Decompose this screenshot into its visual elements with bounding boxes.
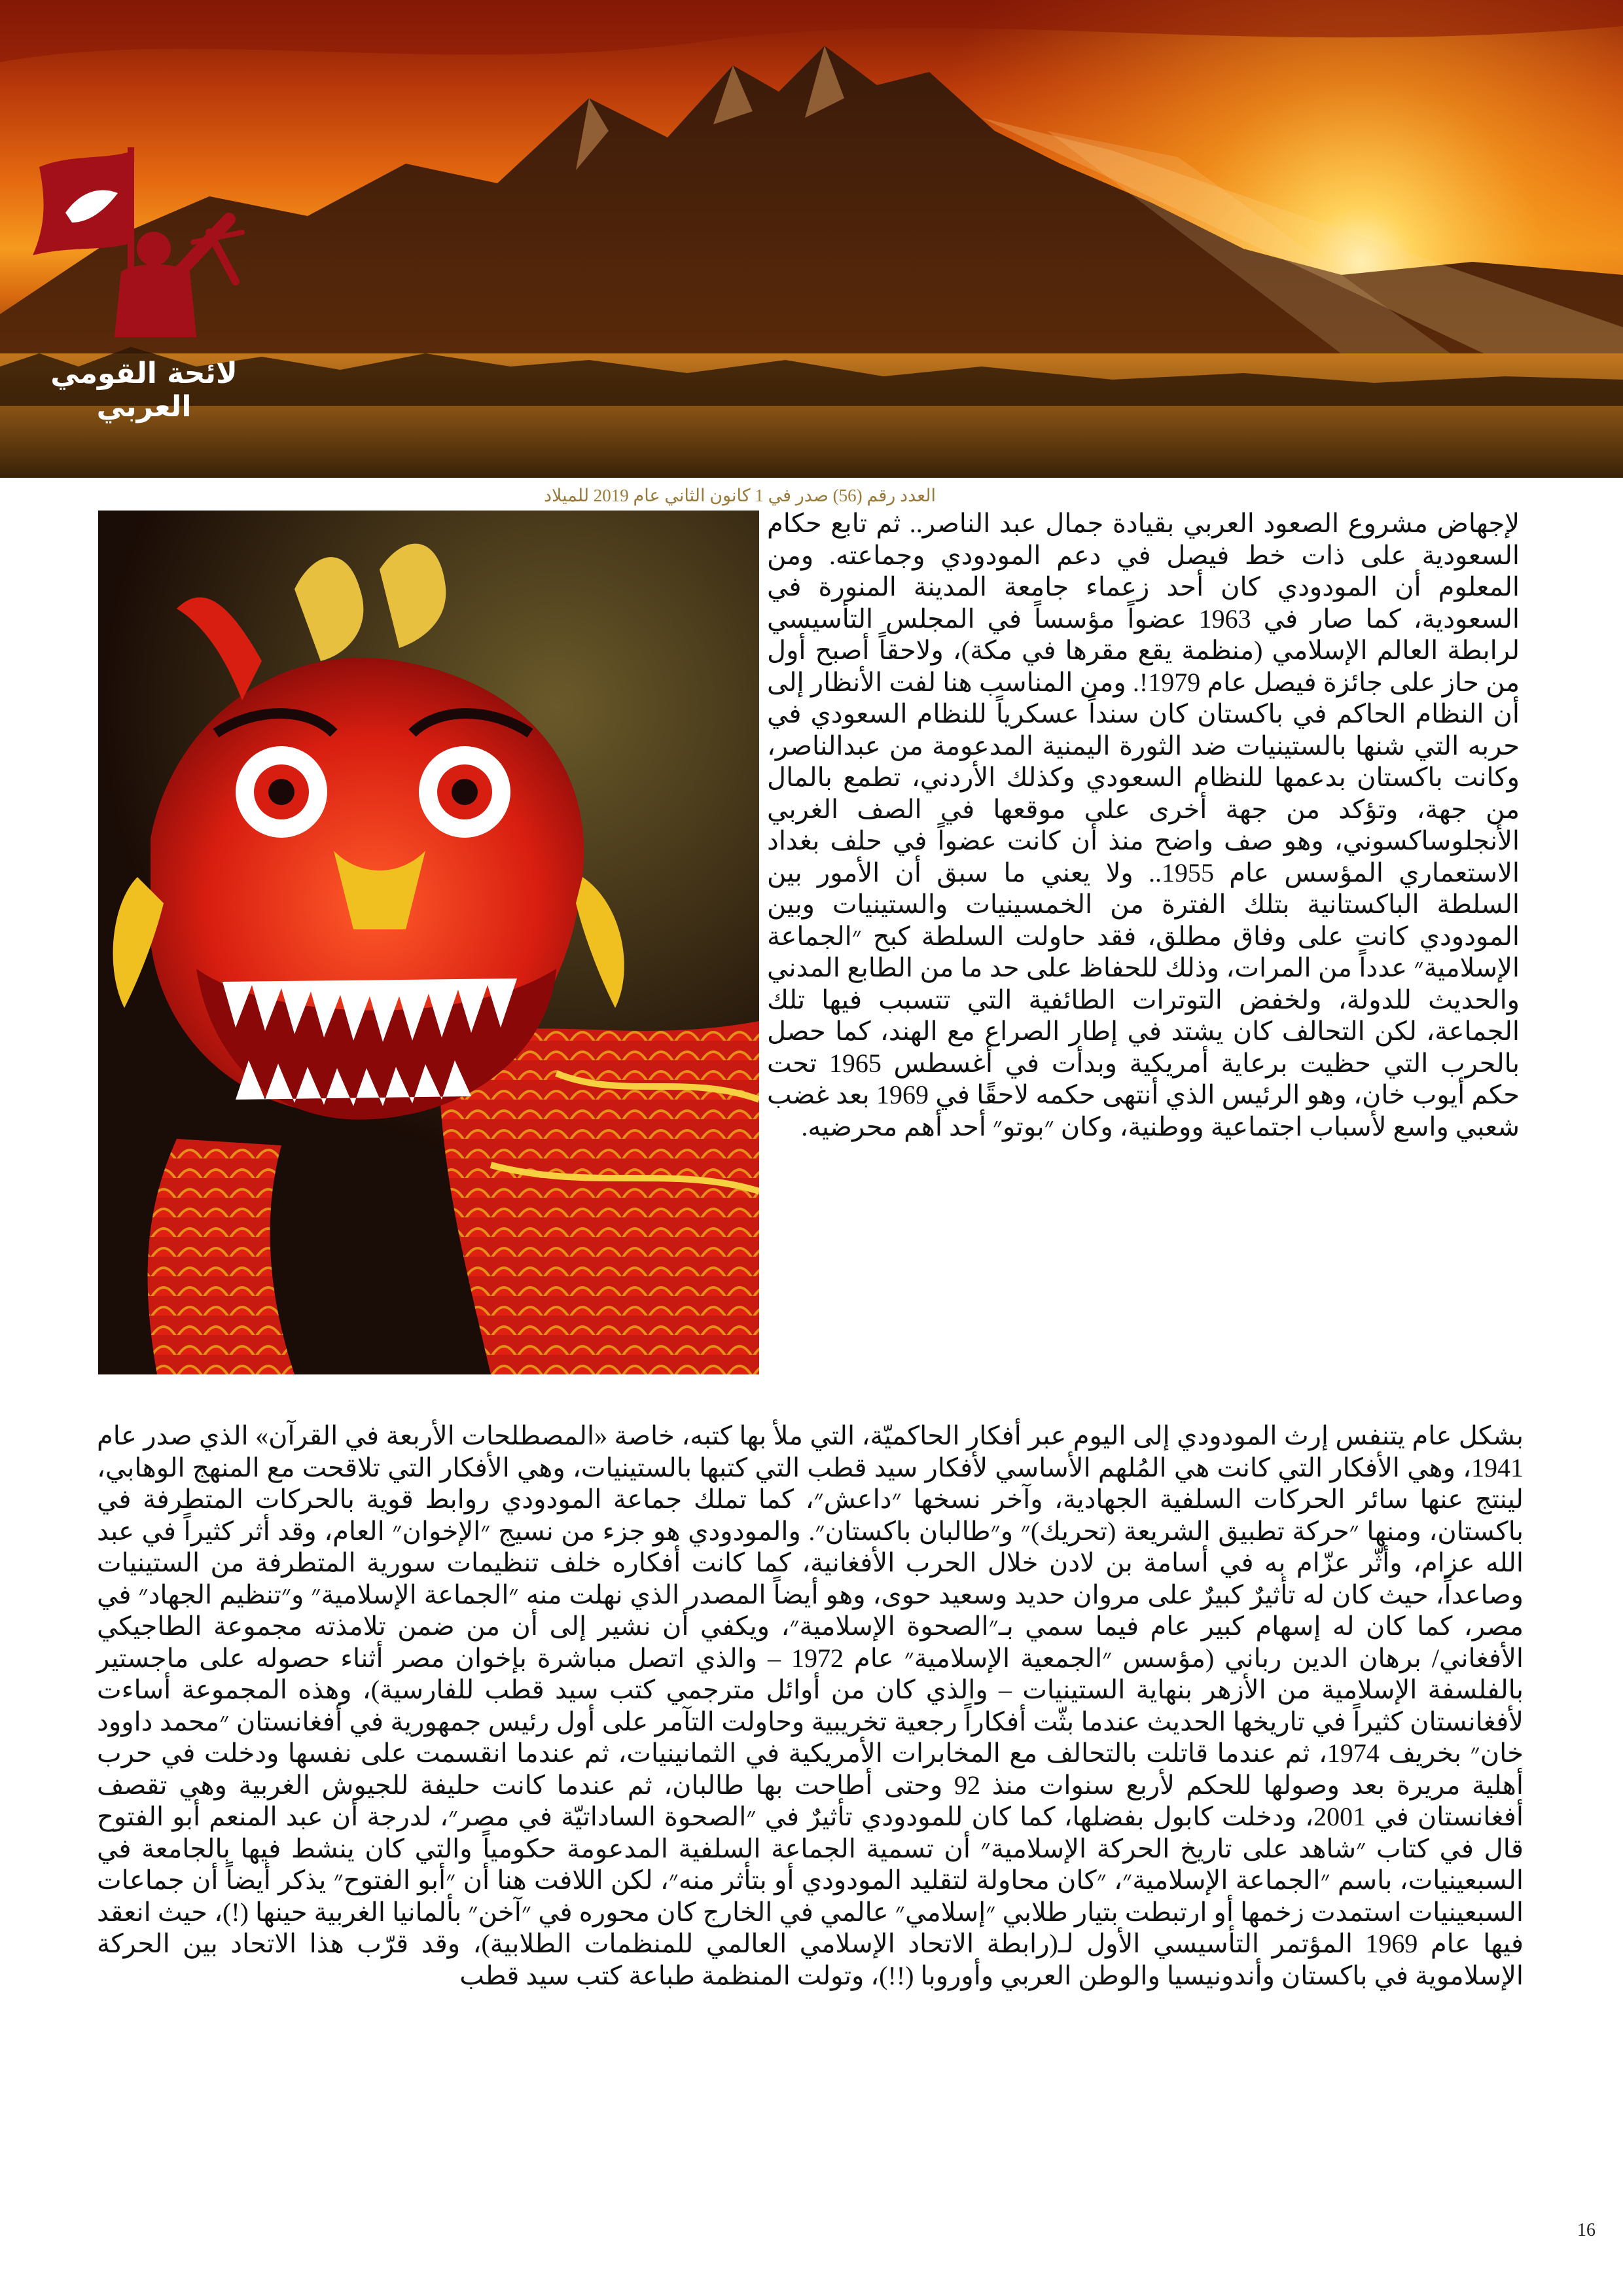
issue-line: العدد رقم (56) صدر في 1 كانون الثاني عام 2019 للميلاد (543, 486, 936, 505)
chinese-dragon-dance-photo (98, 511, 759, 1374)
dragon-photo (98, 511, 759, 1374)
logo-text: لائحة القومي العربي (50, 357, 238, 423)
logo (20, 141, 268, 423)
header-banner (0, 0, 1623, 478)
article-full-width-text: بشكل عام يتنفس إرث المودودي إلى اليوم عبر أفكار الحاكميّة، التي ملأ بها كتبه، خاصة «المصطلحات الأربعة في القرآن» الذي صدر عام 1941، وهي الأفكار التي كانت هي المُلهم الأساسي لأفكار سيد قطب التي كتبها بالستينيات، وهي الأفكار التي تلاقحت مع المنهج الوهابي، لينتج عنها سائر الحركات السلفية الجهادية، وآخر نسخها ״داعش״، كما تملك جماعة المودودي روابط قوية بالحركات المتطرفة في باكستان، ومنها ״حركة تطبيق الشريعة (تحريك)״ و״طالبان باكستان״. والمودودي هو جزء من نسيج ״الإخوان״ العام، وقد أثر كثيراً في عبد الله عزام، وأثّر عزّام به في أسامة بن لادن خلال الحرب الأفغانية، كما كانت أفكاره خلف تنظيمات سورية المتطرفة من الستينيات وصاعداً، حيث كان له تأثيرٌ كبيرٌ على مروان حديد وسعيد حوى، وهو أيضاً المصدر الذي نهلت منه ״الجماعة الإسلامية״ و״تنظيم الجهاد״ في مصر، كما كان له إسهام كبير عام فيما سمي بـ״الصحوة الإسلامية״، ويكفي أن نشير إلى أن من ضمن تلامذته مجموعة الطاجيكي الأفغاني/ برهان الدين رباني (مؤسس ״الجمعية الإسلامية״ عام 1972 – والذي اتصل مباشرة بإخوان مصر أثناء حصوله على ماجستير بالفلسفة الإسلامية من الأزهر بنهاية الستينيات – والذي كان من أوائل مترجمي كتب سيد قطب للفارسية)، وهذه المجموعة أساءت لأفغانستان كثيراً في تاريخها الحديث عندما بثّت أفكاراً رجعية تخريبية وحاولت التآمر على أول رئيس جمهورية في أفغانستان ״محمد داوود خان״ بخريف 1974، ثم عندما قاتلت بالتحالف مع المخابرات الأمريكية في الثمانينيات، ثم عندما انقسمت على نفسها ودخلت في حرب أهلية مريرة بعد وصولها للحكم لأربع سنوات منذ 92 وحتى أطاحت بها طالبان، ثم عندما كانت حليفة للجيوش الغربية وهي تقصف أفغانستان في 2001، ودخلت كابول بفضلها، كما كان للمودودي تأثيرٌ في ״الصحوة الساداتيّة في مصر״، لدرجة أن عبد المنعم أبو الفتوح قال في كتاب ״شاهد على تاريخ الحركة الإسلامية״ أن تسمية الجماعة السلفية المدعومة حكومياً والتي كان ينشط فيها بالجامعة في السبعينيات، باسم ״الجماعة الإسلامية״، ״كان محاولة لتقليد المودودي أو بتأثر منه״، لكن اللافت هنا أن ״أبو الفتوح״ يذكر أيضاً أن جماعات السبعينيات استمدت زخمها أو ارتبطت بتيار طلابي ״إسلامي״ عالمي في الخارج كان محوره في ״آخن״ بألمانيا الغربية حينها (!)، حيث انعقد فيها عام 1969 المؤتمر التأسيسي الأول لـ(رابطة الاتحاد الإسلامي العالمي للمنظمات الطلابية)، وقد قرّب هذا الاتحاد بين الحركة الإسلاموية في باكستان وأندونيسيا والوطن العربي وأوروبا (!!)، وتولت المنظمة طباعة كتب سيد قطب (97, 1421, 1524, 1990)
page-number: 16 (1577, 2220, 1596, 2240)
article-column-text: لإجهاض مشروع الصعود العربي بقيادة جمال عبد الناصر.. ثم تابع حكام السعودية على ذات خط فيصل في دعم المودودي وجماعته. ومن المعلوم أن المودودي كان أحد زعماء جامعة المدينة المنورة في السعودية، كما صار في 1963 عضواً مؤسساً في المجلس التأسيسي لرابطة العالم الإسلامي (منظمة يقع مقرها في مكة)، ولاحقاً أصبح أول من حاز على جائزة فيصل عام 1979!. ومن المناسب هنا لفت الأنظار إلى أن النظام الحاكم في باكستان كان سنداً عسكرياً للنظام السعودي في حربه التي شنها بالستينيات ضد الثورة اليمنية المدعومة من عبدالناصر، وكانت باكستان بدعمها للنظام السعودي وكذلك الأردني، تطمع بالمال من جهة، وتؤكد من جهة أخرى على موقعها في الصف الغربي الأنجلوساكسوني، وهو صف واضح منذ أن كانت عضواً في حلف بغداد الاستعماري المؤسس عام 1955.. ولا يعني ما سبق أن الأمور بين السلطة الباكستانية بتلك الفترة من الخمسينيات والستينيات وبين المودودي كانت على وفاق مطلق، فقد حاولت السلطة كبح ״الجماعة الإسلامية״ عدداً من المرات، وذلك للحفاظ على حد ما من الطابع المدني والحديث للدولة، ولخفض التوترات الطائفية التي تتسبب فيها تلك الجماعة، لكن التحالف كان يشتد في إطار الصراع مع الهند، كما حصل بالحرب التي حظيت برعاية أمريكية وبدأت في أغسطس 1965 تحت حكم أيوب خان، وهو الرئيس الذي أنتهى حكمه لاحقًا في 1969 بعد غضب شعبي واسع لأسباب اجتماعية ووطنية، وكان ״بوتو״ أحد أهم محرضيه. (767, 509, 1520, 1141)
flag-bearer-logo (20, 141, 268, 350)
